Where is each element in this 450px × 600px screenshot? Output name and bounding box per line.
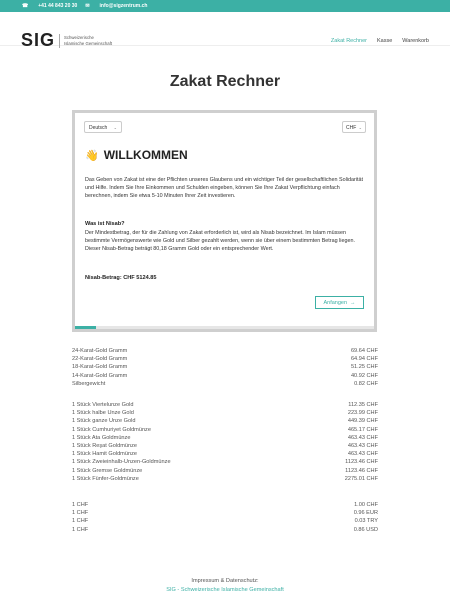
welcome-text: WILLKOMMEN <box>103 148 188 162</box>
email-address[interactable]: info@sigzentrum.ch <box>99 3 148 9</box>
nisab-heading: Was ist Nisab? <box>85 221 125 227</box>
logo-divider <box>59 34 60 48</box>
price-label: 1 Stück halbe Unze Gold <box>72 410 134 417</box>
price-value: 465.17 CHF <box>347 426 378 433</box>
waving-hand-icon: 👋 <box>85 149 99 162</box>
list-item <box>72 426 378 434</box>
progress-fill <box>75 326 96 329</box>
mail-icon: ✉ <box>85 3 90 9</box>
list-item <box>72 417 378 425</box>
nisab-description: Der Mindestbetrag, der für die Zahlung von Zakat erforderlich ist, wird als Nisab bezeichnet. Im Islam müssen bestimmte Vermögenswerte wie Gold und Silber gezahlt werden, wenn sie über einem bestimmten Betrag liegen. Dieser Nisab-Betrag beträgt 80,18 Gramm Gold oder ein entsprechender Wert. <box>85 230 355 252</box>
nav-warenkorb[interactable]: Warenkorb <box>402 38 429 44</box>
nisab-amount: Nisab-Betrag: CHF 5124.85 <box>85 275 157 281</box>
intro-text: Das Geben von Zakat ist eine der Pflichten unseres Glaubens und ein wichtiger Teil der gesellschaftlichen Solidarität und Hilfe. Indem Sie Ihre Einkommen und Schulden eingeben, können Sie Ihre Zakat Verpflichtung einfach berechnen, indem Sie etwa 5-10 Minuten Ihrer Zeit investieren. <box>85 177 363 199</box>
price-label: 24-Karat-Gold Gramm <box>72 348 128 354</box>
phone-icon: ☎ <box>22 3 29 9</box>
top-bar <box>0 0 450 12</box>
main-nav <box>331 38 429 44</box>
site-footer <box>0 577 450 595</box>
arrow-right-icon: → <box>350 299 356 306</box>
coin-price-list <box>72 401 378 483</box>
list-item <box>72 409 378 417</box>
start-button[interactable] <box>315 296 364 309</box>
price-value: 69.64 CHF <box>350 348 378 354</box>
list-item <box>72 347 378 355</box>
rate-label: 1 CHF <box>72 502 89 508</box>
price-label: 1 Stück Gremse Goldmünze <box>72 467 143 474</box>
list-item <box>72 526 378 534</box>
list-item <box>72 442 378 450</box>
chevron-down-icon: ⌄ <box>358 125 362 130</box>
rate-label: 1 CHF <box>72 526 89 533</box>
price-label: 1 Stück Zweieinhalb-Unzen-Goldmünze <box>72 459 171 466</box>
price-label: 22-Karat-Gold Gramm <box>72 356 128 363</box>
nav-kasse[interactable]: Kasse <box>377 38 393 44</box>
rate-value: 1.00 CHF <box>354 502 378 508</box>
price-label: 1 Stück ganze Unze Gold <box>72 418 136 425</box>
list-item <box>72 380 378 388</box>
price-value: 51.25 CHF <box>350 364 378 371</box>
gold-price-list <box>72 347 378 388</box>
price-label: 1 Stück Reşat Goldmünze <box>72 442 137 449</box>
rate-label: 1 CHF <box>72 518 89 525</box>
currency-value: CHF <box>346 125 357 131</box>
price-value: 64.94 CHF <box>350 356 378 363</box>
price-label: 1 Stück Ata Goldmünze <box>72 434 131 441</box>
price-label: 18-Karat-Gold Gramm <box>72 364 128 371</box>
price-value: 223.99 CHF <box>347 410 378 417</box>
list-item <box>72 450 378 458</box>
rate-value: 0.03 TRY <box>354 518 378 525</box>
price-label: 1 Stück Hamit Goldmünze <box>72 451 137 458</box>
language-select[interactable] <box>84 121 122 133</box>
list-item <box>72 475 378 483</box>
price-value: 0.82 CHF <box>354 380 378 387</box>
list-item <box>72 517 378 525</box>
zakat-calculator-card <box>72 110 377 332</box>
rate-label: 1 CHF <box>72 510 89 517</box>
logo-text: SIG <box>21 30 56 50</box>
list-item <box>72 467 378 475</box>
list-item <box>72 501 378 509</box>
list-item <box>72 401 378 409</box>
price-label: 1 Stück Cumhuriyet Goldmünze <box>72 426 151 433</box>
price-value: 463.43 CHF <box>347 434 378 441</box>
footer-link[interactable]: SIG - Schweizerische Islamische Gemeinschaft <box>166 587 284 593</box>
page-title: Zakat Rechner <box>169 73 281 90</box>
logo-subtitle: Schweizerische Islamische Gemeinschaft <box>64 35 113 46</box>
list-item <box>72 355 378 363</box>
language-value: Deutsch <box>89 125 108 131</box>
list-item <box>72 509 378 517</box>
rate-value: 0.86 USD <box>353 526 378 533</box>
site-header <box>0 12 450 50</box>
footer-imprint[interactable]: Impressum & Datenschutz: <box>191 578 259 584</box>
welcome-heading <box>85 148 188 162</box>
price-label: 1 Stück Fünfer-Goldmünze <box>72 475 139 482</box>
list-item <box>72 458 378 466</box>
price-label: 1 Stück Viertelunze Gold <box>72 402 134 408</box>
list-item <box>72 363 378 371</box>
currency-rate-list <box>72 501 378 534</box>
price-label: 14-Karat-Gold Gramm <box>72 372 128 379</box>
price-value: 112.35 CHF <box>348 402 378 408</box>
price-value: 1123.46 CHF <box>345 459 378 466</box>
site-logo[interactable] <box>21 30 112 51</box>
list-item <box>72 372 378 380</box>
list-item <box>72 434 378 442</box>
chevron-down-icon: ⌄ <box>113 125 117 130</box>
progress-bar <box>75 326 374 329</box>
phone-number[interactable]: +41 44 843 20 30 <box>38 3 78 9</box>
nav-zakat-rechner[interactable]: Zakat Rechner <box>330 38 367 44</box>
start-button-label: Anfangen <box>323 299 348 306</box>
price-label: Silbergewicht <box>72 380 106 387</box>
price-value: 40.92 CHF <box>350 372 378 379</box>
price-value: 1123.46 CHF <box>345 467 378 474</box>
price-value: 463.43 CHF <box>347 451 378 458</box>
price-value: 449.39 CHF <box>347 418 378 425</box>
price-value: 2275.01 CHF <box>344 475 378 482</box>
price-value: 463.43 CHF <box>347 442 378 449</box>
rate-value: 0.96 EUR <box>353 510 378 517</box>
currency-select[interactable] <box>342 121 366 133</box>
